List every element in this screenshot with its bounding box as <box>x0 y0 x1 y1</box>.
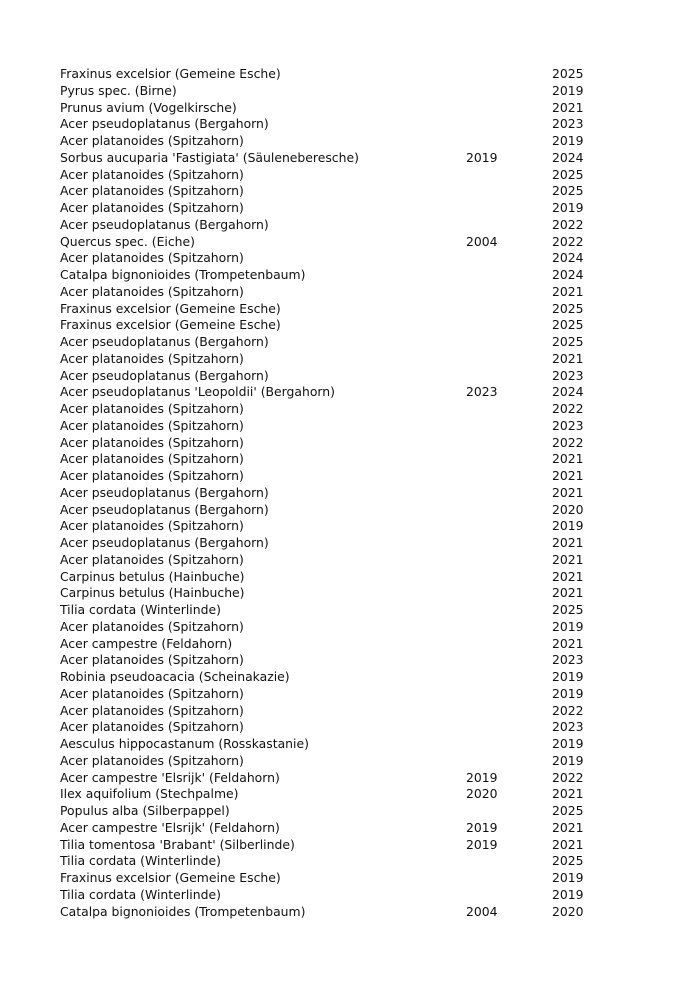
tree-name: Acer platanoides (Spitzahorn) <box>60 702 244 718</box>
year-planted: 2019 <box>466 836 498 852</box>
year-inspected: 2021 <box>552 535 584 550</box>
tree-name: Tilia tomentosa 'Brabant' (Silberlinde) <box>60 836 295 852</box>
tree-name: Acer platanoides (Spitzahorn) <box>60 752 244 768</box>
table-row <box>60 736 620 753</box>
table-row <box>60 368 620 385</box>
tree-name: Acer platanoides (Spitzahorn) <box>60 618 244 634</box>
table-row <box>60 267 620 284</box>
table-row <box>60 837 620 854</box>
year-inspected: 2025 <box>552 602 584 617</box>
year-inspected: 2021 <box>552 836 584 852</box>
year-inspected: 2025 <box>552 66 584 81</box>
tree-name: Populus alba (Silberpappel) <box>60 803 230 818</box>
table-row <box>60 786 620 803</box>
tree-name: Pyrus spec. (Birne) <box>60 82 177 98</box>
tree-name: Acer platanoides (Spitzahorn) <box>60 518 244 534</box>
year-inspected: 2021 <box>552 551 584 567</box>
year-inspected: 2025 <box>552 300 584 316</box>
year-inspected: 2019 <box>552 669 584 684</box>
year-inspected: 2021 <box>552 350 584 366</box>
year-inspected: 2019 <box>552 886 584 902</box>
table-row <box>60 569 620 586</box>
year-inspected: 2022 <box>552 233 584 249</box>
table-row <box>60 317 620 334</box>
table-row <box>60 719 620 736</box>
table-row <box>60 301 620 318</box>
tree-name: Tilia cordata (Winterlinde) <box>60 853 221 869</box>
year-inspected: 2019 <box>552 870 584 885</box>
tree-name: Ilex aquifolium (Stechpalme) <box>60 786 239 802</box>
tree-name: Acer platanoides (Spitzahorn) <box>60 451 244 467</box>
table-row <box>60 669 620 686</box>
tree-name: Fraxinus excelsior (Gemeine Esche) <box>60 300 281 316</box>
table-row <box>60 183 620 200</box>
tree-name: Acer pseudoplatanus (Bergahorn) <box>60 501 269 517</box>
tree-name: Quercus spec. (Eiche) <box>60 233 195 249</box>
table-row <box>60 234 620 251</box>
tree-name: Acer pseudoplatanus (Bergahorn) <box>60 334 269 349</box>
tree-name: Acer platanoides (Spitzahorn) <box>60 685 244 701</box>
table-row <box>60 200 620 217</box>
year-inspected: 2019 <box>552 200 584 215</box>
year-inspected: 2021 <box>552 283 584 299</box>
tree-name: Carpinus betulus (Hainbuche) <box>60 568 245 584</box>
year-inspected: 2025 <box>552 803 584 818</box>
year-inspected: 2019 <box>552 133 584 148</box>
tree-name: Acer platanoides (Spitzahorn) <box>60 183 244 199</box>
year-inspected: 2019 <box>552 518 584 534</box>
tree-name: Prunus avium (Vogelkirsche) <box>60 99 237 115</box>
tree-name: Tilia cordata (Winterlinde) <box>60 886 221 902</box>
tree-name: Fraxinus excelsior (Gemeine Esche) <box>60 66 281 81</box>
year-inspected: 2023 <box>552 116 584 132</box>
tree-name: Tilia cordata (Winterlinde) <box>60 602 221 617</box>
tree-name: Fraxinus excelsior (Gemeine Esche) <box>60 870 281 885</box>
tree-name: Acer pseudoplatanus 'Leopoldii' (Bergahorn) <box>60 384 335 400</box>
year-inspected: 2025 <box>552 317 584 333</box>
year-planted: 2004 <box>466 903 498 919</box>
year-inspected: 2024 <box>552 384 584 400</box>
year-inspected: 2021 <box>552 786 584 802</box>
year-inspected: 2020 <box>552 501 584 517</box>
tree-name: Acer pseudoplatanus (Bergahorn) <box>60 535 269 550</box>
tree-name: Fraxinus excelsior (Gemeine Esche) <box>60 317 281 333</box>
tree-name: Acer pseudoplatanus (Bergahorn) <box>60 484 269 500</box>
year-inspected: 2022 <box>552 769 584 785</box>
table-row <box>60 83 620 100</box>
tree-name: Acer pseudoplatanus (Bergahorn) <box>60 116 269 132</box>
table-row <box>60 820 620 837</box>
year-inspected: 2023 <box>552 367 584 383</box>
year-inspected: 2021 <box>552 451 584 467</box>
table-row <box>60 250 620 267</box>
table-row <box>60 770 620 787</box>
year-inspected: 2021 <box>552 585 584 601</box>
year-inspected: 2025 <box>552 166 584 182</box>
tree-table <box>60 66 620 920</box>
year-inspected: 2020 <box>552 903 584 919</box>
table-row <box>60 167 620 184</box>
year-inspected: 2021 <box>552 99 584 115</box>
table-row <box>60 686 620 703</box>
tree-name: Acer platanoides (Spitzahorn) <box>60 133 244 148</box>
tree-name: Acer campestre 'Elsrijk' (Feldahorn) <box>60 819 280 835</box>
tree-name: Acer platanoides (Spitzahorn) <box>60 434 244 450</box>
year-inspected: 2022 <box>552 434 584 450</box>
table-row <box>60 401 620 418</box>
year-inspected: 2019 <box>552 736 584 751</box>
tree-name: Robinia pseudoacacia (Scheinakazie) <box>60 669 290 684</box>
tree-name: Acer campestre (Feldahorn) <box>60 635 233 651</box>
tree-name: Catalpa bignonioides (Trompetenbaum) <box>60 903 306 919</box>
year-inspected: 2024 <box>552 250 584 266</box>
year-inspected: 2021 <box>552 819 584 835</box>
table-row <box>60 485 620 502</box>
table-row <box>60 552 620 569</box>
year-inspected: 2022 <box>552 702 584 718</box>
table-row <box>60 284 620 301</box>
table-row <box>60 619 620 636</box>
year-planted: 2019 <box>466 769 498 785</box>
year-inspected: 2022 <box>552 216 584 232</box>
table-row <box>60 133 620 150</box>
table-row <box>60 753 620 770</box>
year-planted: 2004 <box>466 233 498 249</box>
table-row <box>60 435 620 452</box>
table-row <box>60 451 620 468</box>
year-inspected: 2023 <box>552 719 584 735</box>
tree-name: Catalpa bignonioides (Trompetenbaum) <box>60 267 306 282</box>
table-row <box>60 703 620 720</box>
table-row <box>60 468 620 485</box>
year-inspected: 2021 <box>552 468 584 483</box>
tree-name: Sorbus aucuparia 'Fastigiata' (Säuleneberesche) <box>60 149 359 165</box>
table-row <box>60 887 620 904</box>
table-row <box>60 803 620 820</box>
year-inspected: 2019 <box>552 685 584 701</box>
tree-name: Acer platanoides (Spitzahorn) <box>60 401 244 416</box>
table-row <box>60 418 620 435</box>
table-row <box>60 100 620 117</box>
table-row <box>60 636 620 653</box>
table-row <box>60 116 620 133</box>
year-inspected: 2025 <box>552 183 584 199</box>
tree-name: Acer campestre 'Elsrijk' (Feldahorn) <box>60 769 280 785</box>
tree-name: Acer pseudoplatanus (Bergahorn) <box>60 367 269 383</box>
table-row <box>60 853 620 870</box>
year-inspected: 2025 <box>552 334 584 349</box>
table-row <box>60 351 620 368</box>
year-planted: 2019 <box>466 819 498 835</box>
tree-name: Acer pseudoplatanus (Bergahorn) <box>60 216 269 232</box>
tree-name: Acer platanoides (Spitzahorn) <box>60 250 244 266</box>
table-row <box>60 585 620 602</box>
tree-name: Acer platanoides (Spitzahorn) <box>60 350 244 366</box>
table-row <box>60 502 620 519</box>
year-planted: 2023 <box>466 384 498 400</box>
year-inspected: 2025 <box>552 853 584 869</box>
year-planted: 2019 <box>466 149 498 165</box>
table-row <box>60 652 620 669</box>
tree-name: Acer platanoides (Spitzahorn) <box>60 719 244 735</box>
year-inspected: 2021 <box>552 484 584 500</box>
table-row <box>60 870 620 887</box>
year-inspected: 2019 <box>552 82 584 98</box>
year-inspected: 2024 <box>552 149 584 165</box>
tree-name: Acer platanoides (Spitzahorn) <box>60 417 244 433</box>
tree-name: Acer platanoides (Spitzahorn) <box>60 652 244 668</box>
year-inspected: 2019 <box>552 752 584 768</box>
year-inspected: 2019 <box>552 618 584 634</box>
tree-name: Carpinus betulus (Hainbuche) <box>60 585 245 601</box>
tree-name: Acer platanoides (Spitzahorn) <box>60 283 244 299</box>
tree-name: Acer platanoides (Spitzahorn) <box>60 166 244 182</box>
tree-name: Acer platanoides (Spitzahorn) <box>60 551 244 567</box>
table-row <box>60 535 620 552</box>
year-inspected: 2023 <box>552 417 584 433</box>
table-row <box>60 334 620 351</box>
tree-name: Aesculus hippocastanum (Rosskastanie) <box>60 736 309 751</box>
year-inspected: 2021 <box>552 568 584 584</box>
table-row <box>60 518 620 535</box>
table-row <box>60 384 620 401</box>
table-row <box>60 150 620 167</box>
year-inspected: 2023 <box>552 652 584 668</box>
tree-name: Acer platanoides (Spitzahorn) <box>60 468 244 483</box>
table-row <box>60 66 620 83</box>
year-planted: 2020 <box>466 786 498 802</box>
tree-name: Acer platanoides (Spitzahorn) <box>60 200 244 215</box>
table-row <box>60 217 620 234</box>
table-row <box>60 904 620 921</box>
table-row <box>60 602 620 619</box>
year-inspected: 2022 <box>552 401 584 416</box>
year-inspected: 2024 <box>552 267 584 282</box>
year-inspected: 2021 <box>552 635 584 651</box>
